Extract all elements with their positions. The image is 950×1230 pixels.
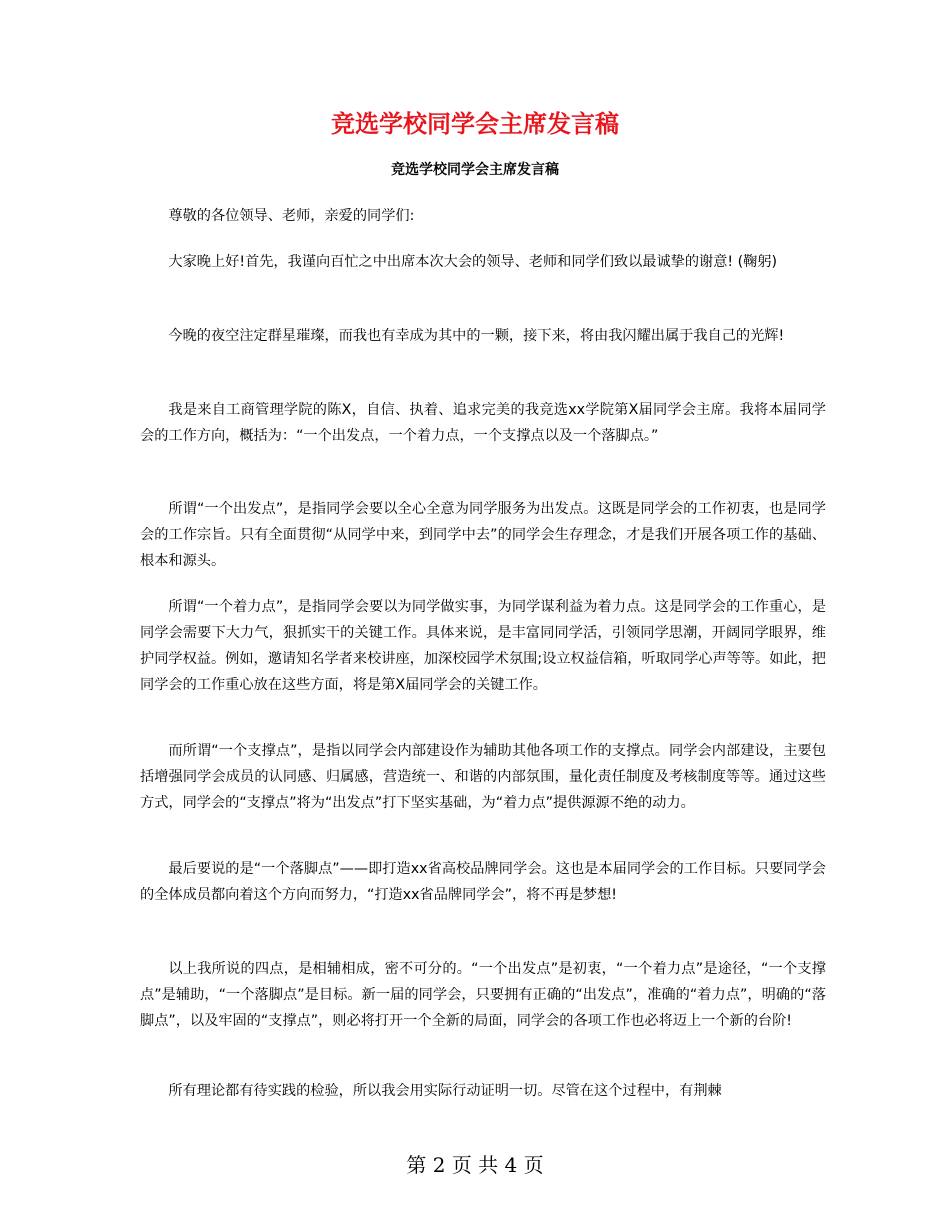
paragraph-greeting: 大家晚上好!首先，我谨向百忙之中出席本次大会的领导、老师和同学们致以最诚挚的谢意! (鞠躬): [168, 254, 778, 270]
paragraph-summary: 以上我所说的四点，是相辅相成，密不可分的。“一个出发点”是初衷，“一个着力点”是途径，“一个支撑点”是辅助，“一个落脚点”是目标。新一届的同学会，只要拥有正确的“出发点”，准确的“着力点”，明确的“落脚点”，以及牢固的“支撑点”，则必将打开一个全新的局面，同学会的各项工作也必将迈上一个新的台阶!: [140, 961, 826, 1029]
document-subtitle: 竞选学校同学会主席发言稿: [391, 162, 559, 178]
paragraph-salutation: 尊敬的各位领导、老师，亲爱的同学们:: [168, 208, 415, 224]
paragraph-focus-point: 所谓“一个着力点”，是指同学会要以为同学做实事，为同学谋利益为着力点。这是同学会的工作重心，是同学会需要下大力气，狠抓实干的关键工作。具体来说，是丰富同同学活，引领同学思潮，开阔同学眼界，维护同学权益。例如，邀请知名学者来校讲座，加深校园学术氛围;设立权益信箱，听取同学心声等等。如此，把同学会的工作重心放在这些方面，将是第X届同学会的关键工作。: [140, 599, 826, 693]
paragraph-starting-point: 所谓“一个出发点”，是指同学会要以全心全意为同学服务为出发点。这既是同学会的工作初衷，也是同学会的工作宗旨。只有全面贯彻“从同学中来，到同学中去”的同学会生存理念，才是我们开展各项工作的基础、根本和源头。: [140, 501, 826, 569]
paragraph-intro: 今晚的夜空注定群星璀璨，而我也有幸成为其中的一颗，接下来，将由我闪耀出属于我自己的光辉!: [168, 328, 785, 344]
paragraph-support-point: 而所谓“一个支撑点”，是指以同学会内部建设作为辅助其他各项工作的支撑点。同学会内部建设，主要包括增强同学会成员的认同感、归属感，营造统一、和谐的内部氛围，量化责任制度及考核制度等等。通过这些方式，同学会的“支撑点”将为“出发点”打下坚实基础，为“着力点”提供源源不绝的动力。: [140, 743, 826, 811]
page-number-footer: 第 2 页 共 4 页: [406, 1153, 544, 1177]
paragraph-closing: 所有理论都有待实践的检验，所以我会用实际行动证明一切。尽管在这个过程中，有荆棘: [168, 1083, 722, 1099]
paragraph-goal-point: 最后要说的是“一个落脚点”——即打造xx省高校品牌同学会。这也是本届同学会的工作目标。只要同学会的全体成员都向着这个方向而努力，“打造xx省品牌同学会”，将不再是梦想!: [140, 861, 826, 903]
document-title: 竞选学校同学会主席发言稿: [331, 110, 619, 138]
paragraph-self-introduction: 我是来自工商管理学院的陈X，自信、执着、追求完美的我竞选xx学院第X届同学会主席。我将本届同学会的工作方向，概括为：“一个出发点，一个着力点，一个支撑点以及一个落脚点。”: [140, 402, 826, 444]
